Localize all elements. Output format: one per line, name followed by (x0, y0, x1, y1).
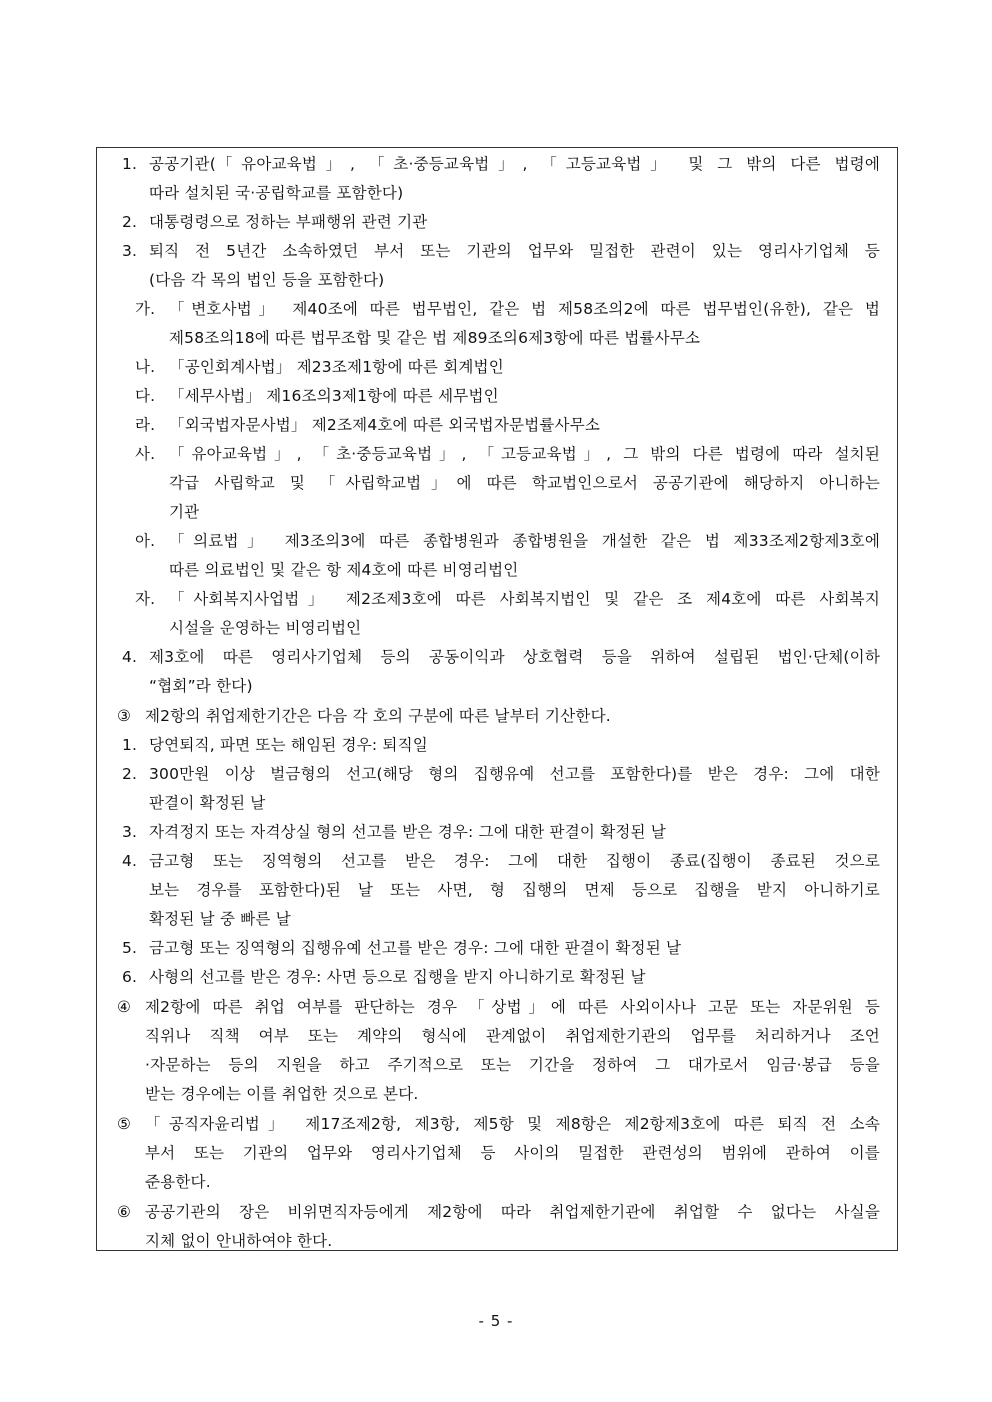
item-number: 5. (122, 939, 138, 957)
item-text: 보는 경우를 포함한다)된 날 또는 사면, 형 집행의 면제 등으로 집행을 받지 아니하기로 (149, 881, 880, 899)
item-text: 「변호사법」 제40조에 따른 법무법인, 같은 법 제58조의2에 따른 법무법인(유한), 같은 법 (169, 300, 880, 318)
item-number: 3. (122, 242, 138, 260)
text-line (97, 760, 897, 789)
text-line (97, 643, 897, 672)
text-line (97, 963, 897, 992)
item-text: 300만원 이상 벌금형의 선고(해당 형의 집행유예 선고를 포함한다)를 받은 경우: 그에 대한 (149, 765, 880, 783)
text-line (97, 1080, 897, 1109)
item-number: ⑥ (117, 1203, 132, 1221)
item-text: 금고형 또는 징역형의 선고를 받은 경우: 그에 대한 집행이 종료(집행이 종료된 것으로 (149, 852, 880, 870)
item-text: 준용한다. (145, 1173, 211, 1191)
item-number: ③ (117, 707, 132, 725)
item-text: 따른 의료법인 및 같은 항 제4호에 따른 비영리법인 (169, 561, 519, 579)
item-number: 라. (135, 416, 156, 434)
item-number: 2. (122, 765, 138, 783)
item-text: 제2항에 따른 취업 여부를 판단하는 경우 「상법」에 따른 사외이사나 고문 또는 자문위원 등 (145, 998, 880, 1016)
item-number: 사. (135, 445, 156, 463)
item-text: 당연퇴직, 파면 또는 해임된 경우: 퇴직일 (149, 736, 428, 754)
item-text: 자격정지 또는 자격상실 형의 선고를 받은 경우: 그에 대한 판결이 확정된 날 (149, 823, 667, 841)
text-line (97, 789, 897, 818)
item-text: 제3호에 따른 영리사기업체 등의 공동이익과 상호협력 등을 위하여 설립된 법인·단체(이하 (149, 648, 880, 666)
item-number: 3. (122, 823, 138, 841)
item-number: 나. (135, 358, 156, 376)
item-number: 4. (122, 852, 138, 870)
text-line (97, 1139, 897, 1168)
item-text: 제2항의 취업제한기간은 다음 각 호의 구분에 따른 날부터 기산한다. (145, 707, 611, 725)
text-line (97, 731, 897, 760)
text-line (97, 1227, 897, 1256)
item-number: 2. (122, 213, 138, 231)
text-line (97, 382, 897, 411)
item-text: (다음 각 목의 법인 등을 포함한다) (149, 271, 385, 289)
text-line (97, 905, 897, 934)
text-line (97, 179, 897, 208)
item-text: 「공인회계사법」 제23조제1항에 따른 회계법인 (169, 358, 504, 376)
item-text: 따라 설치된 국·공립학교를 포함한다) (149, 184, 404, 202)
item-number: 4. (122, 648, 138, 666)
item-text: 「외국법자문사법」 제2조제4호에 따른 외국법자문법률사무소 (169, 416, 601, 434)
item-text: 「공직자윤리법」 제17조제2항, 제3항, 제5항 및 제8항은 제2항제3호에 따른 퇴직 전 소속 (145, 1115, 880, 1133)
text-line (97, 295, 897, 324)
item-number: 1. (122, 736, 138, 754)
text-line (97, 934, 897, 963)
item-text: 공공기관(「유아교육법」, 「초·중등교육법」, 「고등교육법」 및 그 밖의 다른 법령에 (149, 155, 880, 173)
text-line (97, 353, 897, 382)
text-line (97, 993, 897, 1022)
item-text: 제58조의18에 따른 법무조합 및 같은 법 제89조의6제3항에 따른 법률사무소 (169, 329, 701, 347)
item-number: ⑤ (117, 1115, 132, 1133)
text-line (97, 237, 897, 266)
text-line (97, 1051, 897, 1080)
text-line (97, 702, 897, 731)
item-text: 「사회복지사업법」 제2조제3호에 따른 사회복지법인 및 같은 조 제4호에 따른 사회복지 (169, 590, 880, 608)
item-text: 「세무사법」 제16조의3제1항에 따른 세무법인 (169, 387, 499, 405)
item-text: 대통령령으로 정하는 부패행위 관련 기관 (149, 213, 428, 231)
item-text: 「의료법」 제3조의3에 따른 종합병원과 종합병원을 개설한 같은 법 제33조제2항제3호에 (169, 532, 880, 550)
item-text: 퇴직 전 5년간 소속하였던 부서 또는 기관의 업무와 밀접한 관련이 있는 영리사기업체 등 (149, 242, 880, 260)
item-text: 시설을 운영하는 비영리법인 (169, 619, 362, 637)
item-number: 가. (135, 300, 156, 318)
text-line (97, 469, 897, 498)
page-number: - 5 - (478, 1312, 514, 1330)
text-line (97, 818, 897, 847)
item-text: 「유아교육법」, 「초·중등교육법」, 「고등교육법」, 그 밖의 다른 법령에 따라 설치된 (169, 445, 880, 463)
text-line (97, 876, 897, 905)
text-line (97, 585, 897, 614)
item-number: 아. (135, 532, 156, 550)
item-text: 판결이 확정된 날 (149, 794, 266, 812)
text-line (97, 847, 897, 876)
item-text: 금고형 또는 징역형의 집행유예 선고를 받은 경우: 그에 대한 판결이 확정된 날 (149, 939, 682, 957)
text-line (97, 672, 897, 701)
text-line (97, 556, 897, 585)
text-line (97, 1168, 897, 1197)
item-text: 사형의 선고를 받은 경우: 사면 등으로 집행을 받지 아니하기로 확정된 날 (149, 968, 646, 986)
text-line (97, 440, 897, 469)
text-line (97, 1198, 897, 1227)
text-line (97, 208, 897, 237)
item-text: 부서 또는 기관의 업무와 영리사기업체 등 사이의 밀접한 관련성의 범위에 관하여 이를 (145, 1144, 880, 1162)
item-number: 다. (135, 387, 156, 405)
item-text: 공공기관의 장은 비위면직자등에게 제2항에 따라 취업제한기관에 취업할 수 없다는 사실을 (145, 1203, 880, 1221)
item-text: 각급 사립학교 및 「사립학교법」에 따른 학교법인으로서 공공기관에 해당하지 아니하는 (169, 474, 880, 492)
content-box (96, 147, 898, 1251)
item-text: ·자문하는 등의 지원을 하고 주기적으로 또는 기간을 정하여 그 대가로서 임금·봉급 등을 (145, 1056, 880, 1074)
item-number: 6. (122, 968, 138, 986)
text-line (97, 498, 897, 527)
item-text: 직위나 직책 여부 또는 계약의 형식에 관계없이 취업제한기관의 업무를 처리하거나 조언 (145, 1027, 880, 1045)
item-number: ④ (117, 998, 132, 1016)
text-line (97, 324, 897, 353)
text-line (97, 527, 897, 556)
item-text: 기관 (169, 503, 200, 521)
item-text: 지체 없이 안내하여야 한다. (145, 1232, 333, 1250)
text-line (97, 266, 897, 295)
item-text: “협회”라 한다) (149, 677, 253, 695)
text-line (97, 150, 897, 179)
item-text: 확정된 날 중 빠른 날 (149, 910, 291, 928)
text-line (97, 1022, 897, 1051)
item-text: 받는 경우에는 이를 취업한 것으로 본다. (145, 1085, 419, 1103)
text-line (97, 1110, 897, 1139)
text-line (97, 411, 897, 440)
item-number: 자. (135, 590, 156, 608)
text-line (97, 614, 897, 643)
item-number: 1. (122, 155, 138, 173)
